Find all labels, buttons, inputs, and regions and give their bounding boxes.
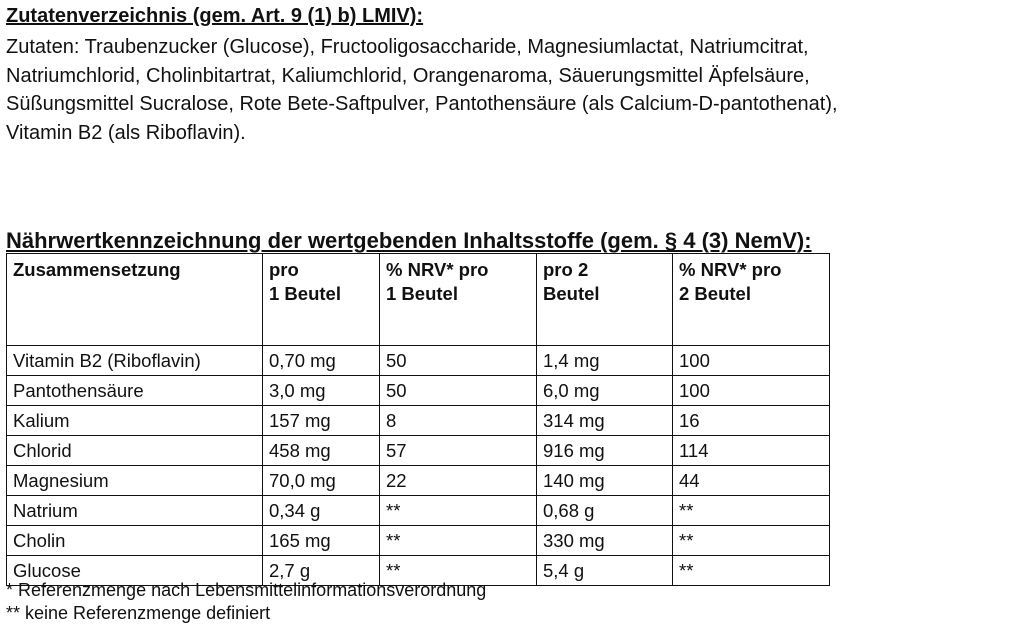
table-cell: 50 [380, 376, 537, 406]
table-row [7, 406, 830, 436]
table-cell: 916 mg [537, 436, 673, 466]
table-cell: Magnesium [7, 466, 263, 496]
table-cell: 157 mg [263, 406, 380, 436]
ingredients-heading: Zutatenverzeichnis (gem. Art. 9 (1) b) LMIV): [6, 5, 424, 27]
table-cell: ** [380, 556, 537, 586]
table-cell: Chlorid [7, 436, 263, 466]
table-cell: Cholin [7, 526, 263, 556]
ingredients-line: Zutaten: Traubenzucker (Glucose), Fructooligosaccharide, Magnesiumlactat, Natriumcitrat, [6, 36, 809, 58]
table-cell: 6,0 mg [537, 376, 673, 406]
table-cell: ** [673, 526, 830, 556]
table-cell: 0,68 g [537, 496, 673, 526]
ingredients-line: Süßungsmittel Sucralose, Rote Bete-Saftpulver, Pantothensäure (als Calcium-D-pantothenat), [6, 93, 838, 115]
table-cell: 100 [673, 346, 830, 376]
table-cell: 2,7 g [263, 556, 380, 586]
ingredients-text [6, 33, 1024, 147]
table-row [7, 466, 830, 496]
table-row [7, 526, 830, 556]
table-cell: 100 [673, 376, 830, 406]
table-cell: 5,4 g [537, 556, 673, 586]
table-cell: 314 mg [537, 406, 673, 436]
column-header: % NRV* pro 1 Beutel [380, 254, 537, 346]
column-header: Zusammensetzung [7, 254, 263, 346]
table-cell: 1,4 mg [537, 346, 673, 376]
table-cell: 330 mg [537, 526, 673, 556]
footnote-no-reference: ** keine Referenzmenge definiert [6, 603, 271, 623]
table-cell: 50 [380, 346, 537, 376]
table-cell: ** [673, 496, 830, 526]
table-cell: 165 mg [263, 526, 380, 556]
table-cell: 22 [380, 466, 537, 496]
ingredients-line: Natriumchlorid, Cholinbitartrat, Kaliumchlorid, Orangenaroma, Säuerungsmittel Äpfelsäure, [6, 64, 810, 87]
table-cell: 458 mg [263, 436, 380, 466]
nutrition-table [6, 253, 830, 586]
table-cell: ** [673, 556, 830, 586]
table-cell: Natrium [7, 496, 263, 526]
table-cell: ** [380, 496, 537, 526]
table-cell: 140 mg [537, 466, 673, 496]
footnote-reference: * Referenzmenge nach Lebensmittelinformationsverordnung [6, 580, 487, 600]
table-cell: 8 [380, 406, 537, 436]
table-cell: Pantothensäure [7, 376, 263, 406]
table-cell: 3,0 mg [263, 376, 380, 406]
table-cell: 44 [673, 466, 830, 496]
table-cell: 70,0 mg [263, 466, 380, 496]
table-cell: Vitamin B2 (Riboflavin) [7, 346, 263, 376]
nutrition-heading: Nährwertkennzeichnung der wertgebenden Inhaltsstoffe (gem. § 4 (3) NemV): [6, 228, 812, 253]
table-cell: 57 [380, 436, 537, 466]
ingredients-line: Vitamin B2 (als Riboflavin). [6, 121, 246, 144]
table-cell: 114 [673, 436, 830, 466]
table-cell: Kalium [7, 406, 263, 436]
column-header: pro 1 Beutel [263, 254, 380, 346]
table-row [7, 376, 830, 406]
table-header-row [7, 254, 830, 346]
table-cell: 0,70 mg [263, 346, 380, 376]
table-row [7, 496, 830, 526]
table-cell: ** [380, 526, 537, 556]
table-cell: Glucose [7, 556, 263, 586]
table-cell: 16 [673, 406, 830, 436]
column-header: % NRV* pro 2 Beutel [673, 254, 830, 346]
column-header: pro 2 Beutel [537, 254, 673, 346]
table-row [7, 346, 830, 376]
table-row [7, 436, 830, 466]
table-cell: 0,34 g [263, 496, 380, 526]
